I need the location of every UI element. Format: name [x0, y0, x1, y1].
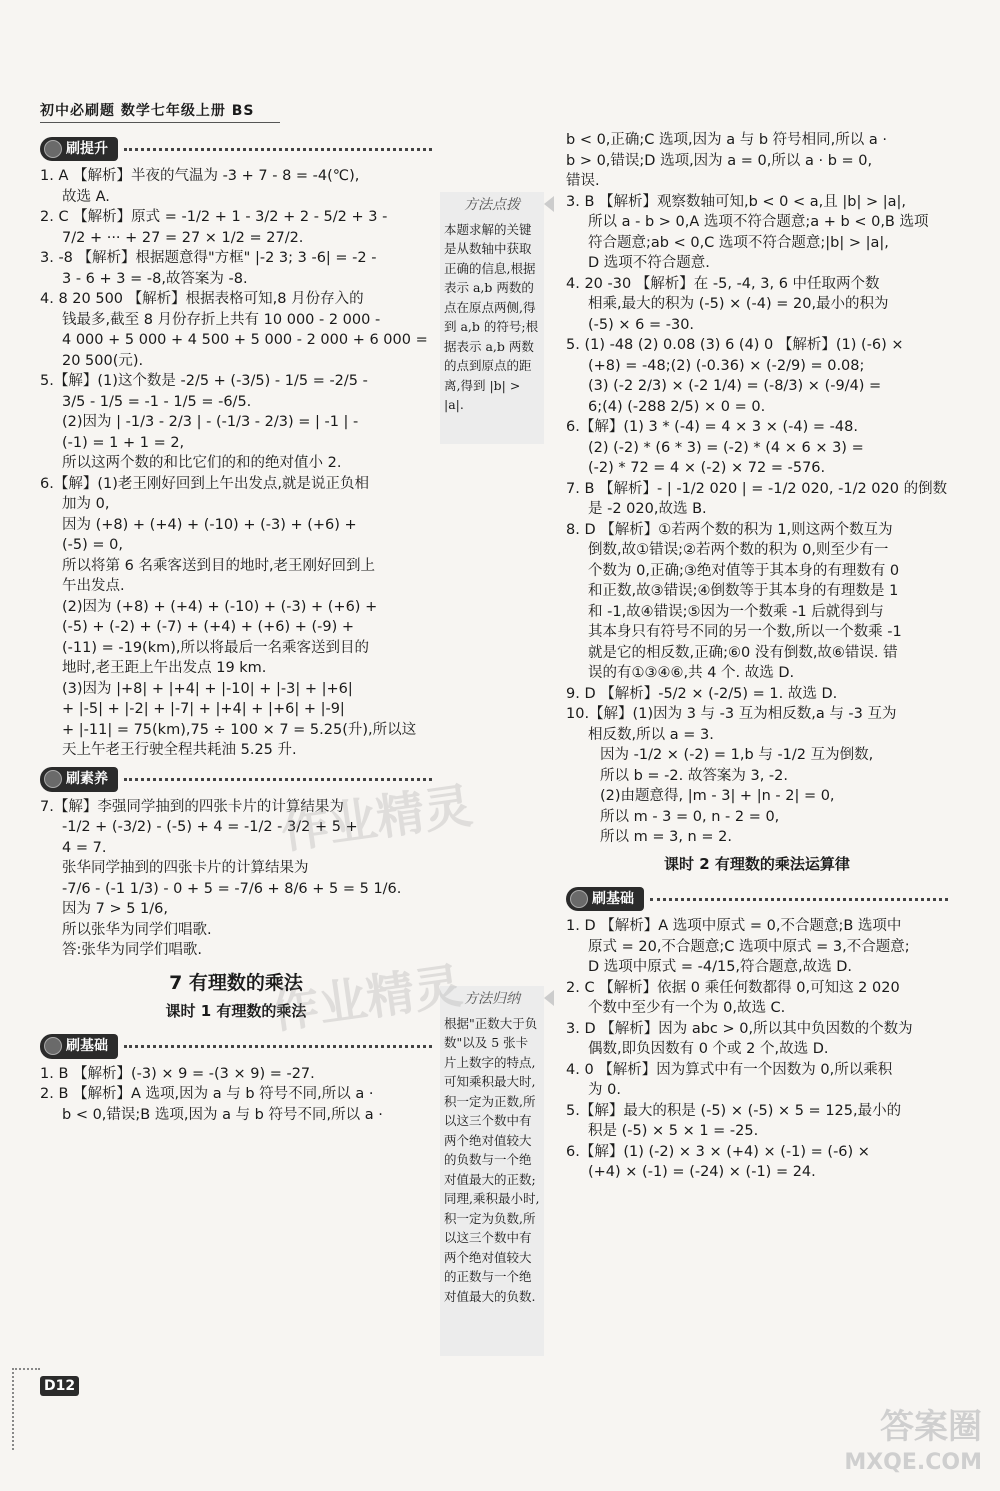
answer-line: (-1) = 1 + 1 = 2, — [62, 434, 185, 451]
answer-line: 6.【解】(1)老王刚好回到上午出发点,就是说正负相 — [40, 475, 369, 492]
chapter-title: 7 有理数的乘法 — [169, 971, 303, 994]
answer-line: 8. D 【解析】①若两个数的积为 1,则这两个数互为 — [566, 521, 893, 538]
answer-line: 积是 (-5) × 5 × 1 = -25. — [588, 1123, 759, 1139]
answer-line: 个数中至少有一个为 0,故选 C. — [588, 1000, 786, 1016]
answer-line: 所以 m = 3, n = 2. — [600, 829, 732, 845]
answer-line: 3. B 【解析】观察数轴可知,b < 0 < a,且 |b| > |a|, — [566, 193, 906, 210]
method-tip-text: 本题求解的关键是从数轴中获取正确的信息,根据表示 a,b 两数的点在原点两侧,得到 a,b 的符号;根据表示 a,b 两数的点到原点的距离,得到 |b| > |a|. — [444, 221, 539, 412]
watermark-url: MXQE.COM — [844, 1450, 982, 1475]
answer-line: 张华同学抽到的四张卡片的计算结果为 — [62, 860, 309, 876]
section-tag-label — [40, 137, 118, 162]
answer-line: 4 000 + 5 000 + 4 500 + 5 000 - 2 000 + 6 000 = — [62, 332, 428, 348]
answer-line: 所以 a - b > 0,A 选项不符合题意;a + b < 0,B 选项 — [588, 214, 929, 230]
answer-line: -1/2 + (-3/2) - (-5) + 4 = -1/2 - 3/2 + 5 + — [62, 819, 358, 835]
answer-line: 2. B 【解析】A 选项,因为 a 与 b 符号不同,所以 a · — [40, 1086, 374, 1102]
tip-pointer — [544, 196, 554, 212]
answer-line: b < 0,错误;B 选项,因为 a 与 b 符号不同,所以 a · — [62, 1106, 383, 1123]
answer-line: 2. C 【解析】依据 0 乘任何数都得 0,可知这 2 020 — [566, 979, 900, 996]
answer-line: (+4) × (-1) = (-24) × (-1) = 24. — [588, 1164, 816, 1180]
answer-line: 7.【解】李强同学抽到的四张卡片的计算结果为 — [40, 798, 344, 815]
method-summary-text: 根据"正数大于负数"以及 5 张卡片上数字的特点,可知乘积最大时,积一定为正数,所以这三个数中有两个绝对值较大的负数与一个绝对值最大的正数;同理,乘积最小时,积一定为负数,所以这三个数中有两个绝对值较大的正数与一个绝对值最大的负数. — [444, 1015, 540, 1304]
brush-icon — [570, 890, 588, 908]
answer-line: + |-11| = 75(km),75 ÷ 100 × 7 = 5.25(升),所以这 — [62, 721, 417, 738]
answer-line: 4 = 7. — [62, 839, 107, 856]
answer-line: 钱最多,截至 8 月份存折上共有 10 000 - 2 000 - — [62, 311, 381, 328]
answer-line: 相乘,最大的积为 (-5) × (-4) = 20,最小的积为 — [588, 296, 889, 312]
answer-line: (+8) = -48;(2) (-0.36) × (-2/9) = 0.08; — [588, 357, 865, 374]
answer-line: 所以将第 6 名乘客送到目的地时,老王刚好回到上 — [62, 557, 376, 574]
brush-icon — [44, 1037, 62, 1055]
answer-line: (-5) + (-2) + (-7) + (+4) + (+6) + (-9) + — [62, 619, 355, 635]
answer-line: 所以这两个数的和比它们的和的绝对值小 2. — [62, 455, 342, 471]
answer-line: 5. (1) -48 (2) 0.08 (3) 6 (4) 0 【解析】(1) (-6) × — [566, 337, 904, 353]
lesson-title: 课时 2 有理数的乘法运算律 — [664, 854, 850, 873]
answer-line: 和 -1,故④错误;⑤因为一个数乘 -1 后就得到与 — [588, 603, 884, 620]
section-tag-label — [40, 767, 118, 792]
answer-line: 相反数,所以 a = 3. — [588, 726, 714, 743]
brush-icon — [44, 770, 62, 788]
answer-line: 因为 (+8) + (+4) + (-10) + (-3) + (+6) + — [62, 516, 357, 533]
site-watermark — [844, 1409, 982, 1481]
dotted-rule — [124, 148, 432, 151]
method-summary-box — [440, 986, 544, 1356]
answer-line: 5.【解】(1)这个数是 -2/5 + (-3/5) - 1/5 = -2/5 - — [40, 373, 368, 389]
answer-line: 3 - 6 + 3 = -8,故答案为 -8. — [62, 270, 248, 287]
answer-line: 和正数,故③错误;④倒数等于其本身的有理数是 1 — [588, 583, 899, 599]
answer-line: 6;(4) (-288 2/5) × 0 = 0. — [588, 398, 766, 415]
right-column — [566, 130, 948, 1183]
answer-line: 9. D 【解析】-5/2 × (-2/5) = 1. 故选 D. — [566, 685, 838, 702]
answer-line: (-2) * 72 = 4 × (-2) × 72 = -576. — [588, 460, 826, 476]
method-tip-box — [440, 192, 544, 444]
page-number: D12 — [40, 1376, 79, 1396]
answer-line: D 选项不符合题意. — [588, 255, 710, 271]
answer-line: (2) (-2) * (6 * 3) = (-2) * (4 × 6 × 3) = — [588, 439, 864, 456]
faint-stamp-2: 作业精灵 — [267, 957, 466, 1041]
lesson-title: 课时 1 有理数的乘法 — [165, 1002, 307, 1020]
brush-icon — [44, 140, 62, 158]
answer-line: 所以 m - 3 = 0, n - 2 = 0, — [600, 808, 780, 825]
answer-line: 午出发点. — [62, 578, 125, 594]
answer-line: 答:张华为同学们唱歌. — [62, 942, 202, 958]
answer-line: 倒数,故①错误;②若两个数的积为 0,则至少有一 — [588, 542, 889, 558]
answer-line: 因为 -1/2 × (-2) = 1,b 与 -1/2 互为倒数, — [600, 747, 874, 763]
answer-line: 1. D 【解析】A 选项中原式 = 0,不合题意;B 选项中 — [566, 918, 902, 934]
watermark-cn: 答案圈 — [880, 1407, 982, 1447]
dotted-rule — [650, 898, 948, 901]
answer-line: (2)因为 (+8) + (+4) + (-10) + (-3) + (+6) + — [62, 598, 378, 615]
answer-line: 3. D 【解析】因为 abc > 0,所以其中负因数的个数为 — [566, 1020, 913, 1037]
answer-line: 天上午老王行驶全程共耗油 5.25 升. — [62, 742, 297, 758]
section-tag-label — [566, 887, 644, 912]
answer-line: 所以 b = -2. 故答案为 3, -2. — [600, 767, 788, 784]
running-header: 初中必刷题 数学七年级上册 BS — [40, 100, 280, 123]
answer-line: 错误. — [566, 173, 600, 189]
answer-line: 7. B 【解析】- | -1/2 020 | = -1/2 020, -1/2 020 的倒数 — [566, 480, 948, 497]
section-tag-label — [40, 1034, 118, 1059]
method-summary-title: 方法归纳 — [464, 991, 520, 1007]
answer-line: 3/5 - 1/5 = -1 - 1/5 = -6/5. — [62, 393, 252, 410]
answer-line: -7/6 - (-1 1/3) - 0 + 5 = -7/6 + 8/6 + 5 = 5 1/6. — [62, 880, 402, 897]
answer-line: (-5) × 6 = -30. — [588, 316, 695, 333]
answer-line: 20 500(元). — [62, 352, 144, 369]
answer-line: (-11) = -19(km),所以将最后一名乘客送到目的 — [62, 639, 369, 656]
answer-line: D 选项中原式 = -4/15,符合题意,故选 D. — [588, 959, 853, 975]
faint-stamp: 作业精灵 — [277, 777, 476, 861]
answer-line: 原式 = 20,不合题意;C 选项中原式 = 3,不合题意; — [588, 938, 910, 955]
answer-line: 偶数,即负因数有 0 个或 2 个,故选 D. — [588, 1041, 829, 1057]
section-tag-text: 刷基础 — [592, 890, 634, 907]
answer-line: 加为 0, — [62, 496, 110, 512]
answer-line: 2. C 【解析】原式 = -1/2 + 1 - 3/2 + 2 - 5/2 + 3 - — [40, 209, 388, 225]
answer-line: b < 0,正确;C 选项,因为 a 与 b 符号相同,所以 a · — [566, 132, 887, 148]
answer-line: + |-5| + |-2| + |-7| + |+4| + |+6| + |-9| — [62, 701, 345, 717]
answer-line: (2)由题意得, |m - 3| + |n - 2| = 0, — [600, 788, 835, 804]
answer-line: (-5) = 0, — [62, 537, 123, 553]
answer-line: 所以张华为同学们唱歌. — [62, 921, 212, 938]
answer-line: 6.【解】(1) (-2) × 3 × (+4) × (-1) = (-6) × — [566, 1143, 870, 1160]
answer-line: 5.【解】最大的积是 (-5) × (-5) × 5 = 125,最小的 — [566, 1102, 902, 1119]
answer-line: 1. B 【解析】(-3) × 9 = -(3 × 9) = -27. — [40, 1065, 315, 1082]
answer-line: 4. 20 -30 【解析】在 -5, -4, 3, 6 中任取两个数 — [566, 275, 880, 292]
answer-line: b > 0,错误;D 选项,因为 a = 0,所以 a · b = 0, — [566, 152, 873, 169]
answer-line: 因为 7 > 5 1/6, — [62, 901, 168, 917]
section-tag-text: 刷素养 — [66, 771, 108, 788]
answer-line: 地时,老王距上午出发点 19 km. — [62, 660, 267, 676]
section-tag-text: 刷基础 — [66, 1038, 108, 1055]
section-tag — [40, 1034, 432, 1060]
answer-line: 其本身只有符号不同的另一个数,所以一个数乘 -1 — [588, 624, 902, 640]
answer-line: 就是它的相反数,正确;⑥0 没有倒数,故⑥错误. 错 — [588, 644, 898, 661]
answer-line: 是 -2 020,故选 B. — [588, 501, 707, 517]
answer-line: 符合题意;ab < 0,C 选项不符合题意;|b| > |a|, — [588, 234, 889, 251]
answer-line: 10.【解】(1)因为 3 与 -3 互为相反数,a 与 -3 互为 — [566, 706, 897, 722]
section-tag — [40, 136, 432, 162]
answer-line: 4. 8 20 500 【解析】根据表格可知,8 月份存入的 — [40, 291, 364, 307]
answer-line: 故选 A. — [62, 188, 110, 205]
section-tag — [566, 886, 948, 912]
answer-line: 7/2 + ··· + 27 = 27 × 1/2 = 27/2. — [62, 229, 304, 246]
answer-line: 6.【解】(1) 3 * (-4) = 4 × 3 × (-4) = -48. — [566, 419, 858, 435]
answer-line: 3. -8 【解析】根据题意得"方框" |-2 3; 3 -6| = -2 - — [40, 250, 377, 266]
answer-line: 为 0. — [588, 1082, 621, 1098]
answer-line: 4. 0 【解析】因为算式中有一个因数为 0,所以乘积 — [566, 1061, 893, 1078]
answer-line: 误的有①③④⑥,共 4 个. 故选 D. — [588, 665, 795, 681]
section-tag-text: 刷提升 — [66, 140, 108, 157]
answer-line: (3)因为 |+8| + |+4| + |-10| + |-3| + |+6| — [62, 680, 353, 697]
summary-pointer — [544, 990, 554, 1006]
answer-line: 个数为 0,正确;③绝对值等于其本身的有理数有 0 — [588, 562, 900, 579]
method-tip-title: 方法点拨 — [464, 197, 520, 213]
dotted-rule — [124, 1045, 432, 1048]
corner-decoration — [12, 1368, 40, 1450]
answer-line: (3) (-2 2/3) × (-2 1/4) = (-8/3) × (-9/4) = — [588, 378, 882, 394]
answer-line: 1. A 【解析】半夜的气温为 -3 + 7 - 8 = -4(℃), — [40, 168, 360, 184]
answer-line: (2)因为 | -1/3 - 2/3 | - (-1/3 - 2/3) = | -1 | - — [62, 414, 359, 430]
